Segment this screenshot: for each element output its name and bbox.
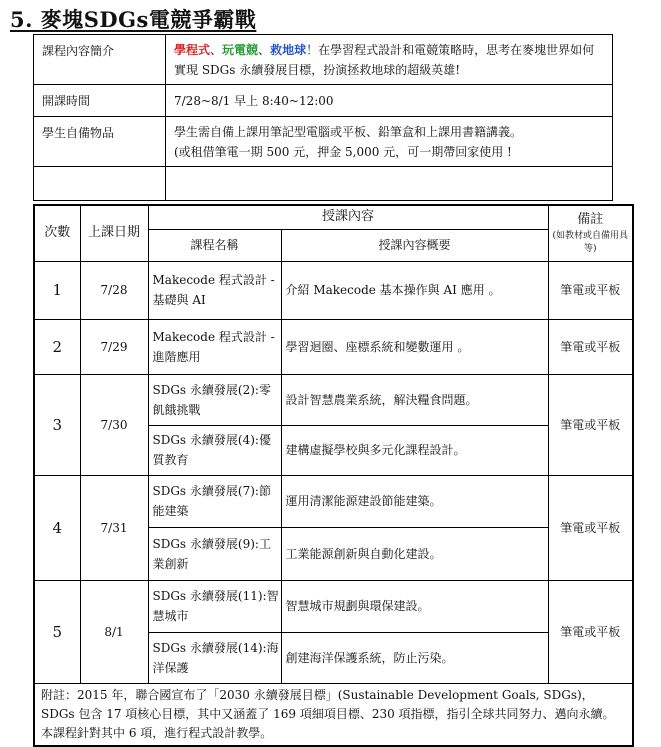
table-row: [34, 580, 633, 632]
header-remark-sub: (如教材或自備用具等): [552, 231, 629, 255]
session-date: 7/31: [80, 475, 148, 580]
intro-value: [166, 35, 613, 85]
table-row: [34, 374, 633, 425]
remark: 筆電或平板: [548, 261, 633, 319]
session-number: 4: [34, 475, 80, 580]
items-line1: 學生需自備上課用筆記型電腦或平板、鉛筆盒和上課用書籍講義。: [174, 124, 523, 139]
remark: 筆電或平板: [548, 475, 633, 580]
course-name: SDGs 永續發展(11):智慧城市: [148, 580, 281, 632]
intro-keyword-esports: 玩電競: [222, 42, 259, 57]
items-line2: (或租借筆電一期 500 元，押金 5,000 元，可一期帶回家使用 !: [174, 144, 512, 159]
course-name: Makecode 程式設計 -進階應用: [148, 319, 281, 374]
header-course-name: 課程名稱: [148, 229, 281, 261]
course-name: SDGs 永續發展(2):零飢餓挑戰: [148, 374, 281, 425]
table-row: [34, 261, 633, 319]
session-date: 7/28: [80, 261, 148, 319]
course-name: Makecode 程式設計 -基礎與 AI: [148, 261, 281, 319]
footnote: 附註：2015 年，聯合國宣布了「2030 永續發展目標」(Sustainable Development Goals, SDGs)，SDGs 包含 17 項核心目標，其中又涵蓋了 169 項細項目標、230 項指標，指引全球共同努力、邁向永續。本課程針對其中 6 項，進行程式設計教學。: [34, 683, 633, 746]
course-summary: 智慧城市規劃與環保建設。: [281, 580, 548, 632]
session-number: 3: [34, 374, 80, 475]
empty-cell: [34, 167, 166, 201]
header-content: 授課內容: [148, 205, 548, 229]
items-value: [166, 117, 613, 167]
session-date: 8/1: [80, 580, 148, 683]
intro-label: 課程內容簡介: [34, 35, 166, 85]
intro-sep: 、: [258, 42, 271, 57]
course-summary: 設計智慧農業系統，解決糧食問題。: [281, 374, 548, 425]
session-number: 2: [34, 319, 80, 374]
table-row: [34, 475, 633, 527]
header-date: 上課日期: [80, 205, 148, 261]
course-summary: 介紹 Makecode 基本操作與 AI 應用 。: [281, 261, 548, 319]
session-number: 5: [34, 580, 80, 683]
course-summary: 建構虛擬學校與多元化課程設計。: [281, 425, 548, 475]
intro-keyword-earth: 救地球: [270, 42, 307, 57]
course-summary: 工業能源創新與自動化建設。: [281, 527, 548, 580]
course-summary: 運用清潔能源建設節能建築。: [281, 475, 548, 527]
session-date: 7/30: [80, 374, 148, 475]
table-row: [34, 319, 633, 374]
header-session: 次數: [34, 205, 80, 261]
course-name: SDGs 永續發展(9):工業創新: [148, 527, 281, 580]
time-value: 7/28~8/1 早上 8:40~12:00: [166, 85, 613, 117]
remark: 筆電或平板: [548, 319, 633, 374]
empty-cell: [166, 167, 613, 201]
session-number: 1: [34, 261, 80, 319]
remark: 筆電或平板: [548, 580, 633, 683]
remark: 筆電或平板: [548, 374, 633, 475]
course-info-table: [33, 34, 613, 201]
time-label: 開課時間: [34, 85, 166, 117]
page-title: 5. 麥塊SDGs電競爭霸戰: [10, 7, 257, 32]
intro-sep: 、: [210, 42, 223, 57]
header-remark-title: 備註: [577, 212, 604, 228]
header-remark: [548, 205, 633, 261]
schedule-table: [33, 204, 634, 747]
course-summary: 學習迴圈、座標系統和變數運用 。: [281, 319, 548, 374]
items-label: 學生自備物品: [34, 117, 166, 167]
course-name: SDGs 永續發展(4):優質教育: [148, 425, 281, 475]
course-name: SDGs 永續發展(7):節能建築: [148, 475, 281, 527]
intro-text: ！在學習程式設計和電競策略時，思考在麥塊世界如何實現 SDGs 永續發展目標，扮演拯救地球的超級英雄!: [174, 42, 595, 77]
session-date: 7/29: [80, 319, 148, 374]
intro-keyword-code: 學程式: [174, 42, 211, 57]
header-summary: 授課內容概要: [281, 229, 548, 261]
course-name: SDGs 永續發展(14):海洋保護: [148, 632, 281, 683]
course-summary: 創建海洋保護系統，防止污染。: [281, 632, 548, 683]
